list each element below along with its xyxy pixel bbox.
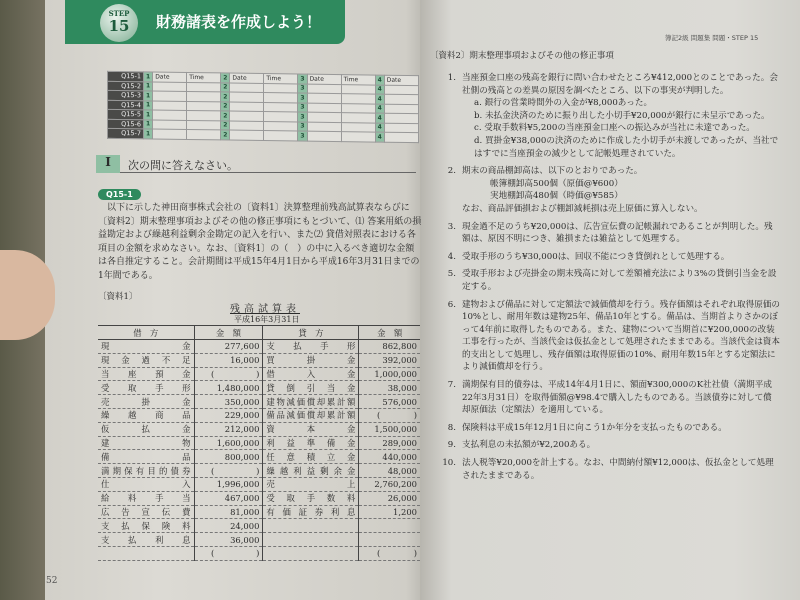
time-cell[interactable] bbox=[341, 84, 375, 94]
time-cell[interactable] bbox=[341, 113, 375, 123]
credit-account: 建物減価償却累計額 bbox=[263, 395, 359, 409]
tracker-round: 3 bbox=[298, 112, 307, 122]
credit-amount bbox=[359, 519, 420, 533]
date-cell[interactable] bbox=[153, 110, 187, 120]
debit-amount: ( ) bbox=[194, 367, 263, 381]
debit-amount: 36,000 bbox=[194, 533, 263, 547]
debit-account: 売掛金 bbox=[98, 395, 194, 409]
item-number: 10. bbox=[442, 458, 456, 469]
adjustment-item bbox=[440, 457, 780, 482]
tracker-question: Q15-6 bbox=[108, 119, 144, 129]
trial-balance-row bbox=[98, 477, 420, 491]
item-number: 2. bbox=[447, 166, 456, 177]
time-cell[interactable] bbox=[264, 112, 298, 122]
tracker-round: 2 bbox=[221, 101, 230, 111]
tracker-round: 4 bbox=[375, 113, 384, 123]
debit-amount: 1,996,000 bbox=[194, 477, 263, 491]
tracker-round: 3 bbox=[298, 121, 307, 131]
tracker-round: 2 bbox=[221, 73, 230, 83]
debit-amount: ( ) bbox=[194, 464, 263, 478]
date-cell[interactable] bbox=[153, 129, 187, 139]
time-cell[interactable] bbox=[187, 129, 221, 139]
adjustment-item bbox=[440, 268, 780, 293]
tracker-round: 1 bbox=[144, 81, 153, 91]
tracker-question: Q15-7 bbox=[108, 128, 144, 138]
debit-account: 繰越商品 bbox=[98, 408, 194, 422]
date-cell[interactable] bbox=[384, 94, 418, 104]
item-text: 当座預金口座の残高を銀行に問い合わせたところ¥412,000とのことであった。会社側の残高との差異の原因を調べたところ、以下の事実が判明した。 bbox=[462, 73, 778, 96]
item-subpoint: 実地棚卸高480個（時価@¥585） bbox=[490, 191, 623, 202]
adjustment-item bbox=[440, 251, 780, 264]
debit-amount: 212,000 bbox=[194, 422, 263, 436]
item-text: 建物および備品に対して定額法で減価償却を行う。残存価額はそれぞれ取得原価の10%とし、耐用年数は建物25年、備品10年とする。備品は、当期首よりさかのぼって4年前に取得したものである。また、建物について当期首に¥200,000の改装工事を行ったが、当該代金は仮払金として処理されたままである。当該代金は資本的支出として処理し、残存価額は取得原価の10%、耐用年数15年とする定額法により減価償却を行う。 bbox=[462, 299, 780, 373]
trial-balance-table bbox=[98, 325, 420, 561]
trial-balance-row bbox=[98, 436, 420, 450]
debit-amount: 1,480,000 bbox=[194, 381, 263, 395]
trial-balance-date: 平成16年3月31日 bbox=[234, 315, 300, 324]
item-text: 期末の商品棚卸高は、以下のとおりであった。 bbox=[462, 166, 643, 177]
tracker-round: 4 bbox=[375, 123, 384, 133]
header-credit: 貸 方 bbox=[263, 326, 359, 340]
time-cell[interactable]: Time bbox=[264, 74, 298, 84]
item-number: 5. bbox=[447, 269, 456, 280]
trial-balance-row bbox=[98, 464, 420, 478]
section-title: 次の問に答えなさい。 bbox=[128, 159, 238, 172]
item-subpoint: b. 未払金決済のために振り出した小切手¥20,000が銀行に未呈示であった。 bbox=[474, 110, 770, 121]
debit-amount: 467,000 bbox=[194, 491, 263, 505]
credit-amount: 1,000,000 bbox=[359, 367, 420, 381]
tracker-round: 4 bbox=[375, 85, 384, 95]
debit-account: 満期保有目的債券 bbox=[98, 464, 194, 478]
credit-account: 買掛金 bbox=[263, 353, 359, 367]
date-cell[interactable]: Date bbox=[384, 75, 418, 85]
trial-balance-row bbox=[98, 408, 420, 422]
date-cell[interactable] bbox=[153, 100, 187, 110]
tracker-round: 3 bbox=[298, 83, 307, 93]
date-cell[interactable] bbox=[384, 132, 418, 142]
item-text: 保険料は平成15年12月1日に向こう1か年分を支払ったものである。 bbox=[462, 422, 727, 433]
running-head: 簿記2級 問題集 問題・STEP 15 bbox=[665, 34, 759, 42]
header-amount: 金 額 bbox=[194, 326, 263, 340]
time-cell[interactable] bbox=[341, 132, 375, 142]
item-text: 受取手形および売掛金の期末残高に対して差額補充法により3%の貸倒引当金を設定する。 bbox=[462, 269, 777, 292]
trial-balance-row bbox=[98, 533, 420, 547]
time-cell[interactable] bbox=[264, 102, 298, 112]
tracker-round: 1 bbox=[144, 119, 153, 129]
date-cell[interactable] bbox=[153, 81, 187, 91]
item-number: 1. bbox=[447, 73, 456, 83]
credit-amount: 576,000 bbox=[359, 395, 420, 409]
progress-tracker bbox=[107, 71, 419, 143]
credit-account: 任意積立金 bbox=[263, 450, 359, 464]
trial-balance-row bbox=[98, 340, 420, 354]
adjustment-items bbox=[440, 72, 780, 487]
time-cell[interactable]: Time bbox=[341, 75, 375, 85]
debit-amount: 81,000 bbox=[194, 505, 263, 519]
time-cell[interactable] bbox=[264, 93, 298, 103]
debit-account: 支払保険料 bbox=[98, 519, 194, 533]
tracker-question: Q15-2 bbox=[108, 81, 144, 91]
tracker-question: Q15-1 bbox=[108, 71, 144, 81]
step-number: 15 bbox=[108, 17, 130, 35]
debit-account: 広告宣伝費 bbox=[98, 505, 194, 519]
debit-amount: 800,000 bbox=[194, 450, 263, 464]
step-badge bbox=[100, 4, 138, 42]
credit-account: 支払手形 bbox=[263, 340, 359, 354]
credit-amount bbox=[359, 533, 420, 547]
credit-amount: 26,000 bbox=[359, 491, 420, 505]
time-cell[interactable] bbox=[341, 103, 375, 113]
tracker-round: 1 bbox=[144, 110, 153, 120]
time-cell[interactable] bbox=[187, 91, 221, 101]
trial-balance-row bbox=[98, 491, 420, 505]
section-number: I bbox=[96, 155, 120, 173]
tracker-round: 3 bbox=[298, 102, 307, 112]
header-amount: 金 額 bbox=[359, 326, 420, 340]
time-cell[interactable] bbox=[187, 82, 221, 92]
date-cell[interactable] bbox=[230, 111, 264, 121]
credit-account: 貸倒引当金 bbox=[263, 381, 359, 395]
trial-balance-row bbox=[98, 353, 420, 367]
date-cell[interactable] bbox=[230, 130, 264, 140]
time-cell[interactable] bbox=[341, 122, 375, 132]
tracker-round: 1 bbox=[144, 91, 153, 101]
tracker-round: 2 bbox=[221, 82, 230, 92]
section-heading bbox=[96, 155, 416, 173]
adjustment-item bbox=[440, 379, 780, 417]
date-cell[interactable] bbox=[307, 84, 341, 94]
credit-amount: 289,000 bbox=[359, 436, 420, 450]
item-text: 支払利息の未払額が¥2,200ある。 bbox=[462, 440, 596, 451]
credit-account: 有価証券利息 bbox=[263, 505, 359, 519]
debit-account: 仕入 bbox=[98, 477, 194, 491]
credit-account: 売上 bbox=[263, 477, 359, 491]
credit-account bbox=[263, 546, 359, 560]
debit-amount: 1,600,000 bbox=[194, 436, 263, 450]
tracker-round: 2 bbox=[221, 92, 230, 102]
date-cell[interactable] bbox=[230, 92, 264, 102]
tracker-round: 4 bbox=[375, 75, 384, 85]
time-cell[interactable] bbox=[264, 83, 298, 93]
date-cell[interactable] bbox=[384, 113, 418, 123]
tracker-round: 2 bbox=[221, 130, 230, 140]
debit-account: 給料手当 bbox=[98, 491, 194, 505]
date-cell[interactable] bbox=[153, 91, 187, 101]
debit-account: 建物 bbox=[98, 436, 194, 450]
date-cell[interactable]: Date bbox=[153, 72, 187, 82]
credit-amount: 862,800 bbox=[359, 340, 420, 354]
time-cell[interactable]: Time bbox=[187, 72, 221, 82]
tracker-round: 2 bbox=[221, 120, 230, 130]
tracker-round: 4 bbox=[375, 132, 384, 142]
adjustment-item bbox=[440, 165, 780, 215]
tracker-round: 3 bbox=[298, 93, 307, 103]
question-badge: Q15-1 bbox=[98, 189, 141, 200]
item-number: 3. bbox=[447, 221, 456, 232]
step-label: STEP bbox=[108, 9, 130, 18]
credit-amount: 38,000 bbox=[359, 381, 420, 395]
credit-account bbox=[263, 533, 359, 547]
debit-account bbox=[98, 546, 194, 560]
time-cell[interactable] bbox=[187, 101, 221, 111]
credit-account: 受取手数料 bbox=[263, 491, 359, 505]
time-cell[interactable] bbox=[264, 131, 298, 141]
item-number: 6. bbox=[447, 299, 456, 310]
debit-account: 現金過不足 bbox=[98, 353, 194, 367]
trial-balance-row bbox=[98, 450, 420, 464]
debit-amount: 350,000 bbox=[194, 395, 263, 409]
trial-balance-row bbox=[98, 367, 420, 381]
date-cell[interactable] bbox=[307, 131, 341, 141]
tracker-round: 3 bbox=[298, 74, 307, 84]
item-subpoint: c. 受取手数料¥5,200の当座預金口座への振込みが当社に未達であった。 bbox=[474, 123, 755, 134]
credit-amount: 440,000 bbox=[359, 450, 420, 464]
item-text: 法人税等¥20,000を計上する。なお、中間納付額¥12,000は、仮払金として処理されたままである。 bbox=[462, 458, 774, 481]
item-text: 現金過不足のうち¥20,000は、広告宣伝費の記帳漏れであることが判明した。残額は、原因不明につき、雑損または雑益として処理する。 bbox=[462, 221, 773, 245]
credit-amount: 392,000 bbox=[359, 353, 420, 367]
trial-balance-title: 残高試算表 bbox=[230, 304, 300, 315]
tracker-round: 1 bbox=[144, 100, 153, 110]
material1-label: 〔資料1〕 bbox=[98, 292, 138, 302]
question-text: 以下に示した神田商事株式会社の〔資料1〕決算整理前残高試算表ならびに〔資料2〕期末整理事項およびその他の修正事項にもとづいて、⑴ 答案用紙の損益勘定および繰越利益剰余金勘定の記入を行い、また⑵ 貸借対照表における各項目の金額を求めなさい。なお、〔資料1〕の（ ）の中に入るべき適切な金額は各自推定すること。会計期間は平成15年4月1日から平成16年3月31日までの1年間である。 bbox=[98, 203, 422, 281]
tracker-question: Q15-3 bbox=[108, 90, 144, 100]
adjustment-item bbox=[440, 221, 780, 246]
time-cell[interactable] bbox=[187, 120, 221, 130]
date-cell[interactable] bbox=[384, 85, 418, 95]
item-text: 受取手形のうち¥30,000は、回収不能につき貸倒れとして処理する。 bbox=[462, 251, 730, 262]
debit-account: 支払利息 bbox=[98, 533, 194, 547]
date-cell[interactable] bbox=[307, 122, 341, 132]
item-number: 9. bbox=[447, 440, 456, 451]
credit-account bbox=[263, 519, 359, 533]
item-subpoint: d. 買掛金¥38,000の決済のために作成した小切手が未渡しであったが、当社ではすでに当座預金の減少として記帳処理されていた。 bbox=[474, 135, 779, 159]
date-cell[interactable]: Date bbox=[307, 74, 341, 84]
tracker-round: 2 bbox=[221, 111, 230, 121]
debit-amount: ( ) bbox=[194, 546, 263, 560]
date-cell[interactable]: Date bbox=[230, 73, 264, 83]
adjustment-item bbox=[440, 299, 780, 375]
tracker-question: Q15-5 bbox=[108, 109, 144, 119]
credit-amount: ( ) bbox=[359, 408, 420, 422]
tracker-round: 1 bbox=[144, 129, 153, 139]
trial-balance-row bbox=[98, 422, 420, 436]
trial-balance-row bbox=[98, 519, 420, 533]
debit-amount: 24,000 bbox=[194, 519, 263, 533]
debit-account: 仮払金 bbox=[98, 422, 194, 436]
debit-account: 当座預金 bbox=[98, 367, 194, 381]
date-cell[interactable] bbox=[384, 104, 418, 114]
date-cell[interactable] bbox=[307, 93, 341, 103]
item-number: 4. bbox=[447, 251, 456, 262]
credit-account: 繰越利益剰余金 bbox=[263, 464, 359, 478]
date-cell[interactable] bbox=[307, 112, 341, 122]
date-cell[interactable] bbox=[230, 83, 264, 93]
credit-account: 資本金 bbox=[263, 422, 359, 436]
item-subpoint: a. 銀行の営業時間外の入金が¥8,000あった。 bbox=[474, 98, 653, 109]
date-cell[interactable] bbox=[230, 102, 264, 112]
trial-balance-row bbox=[98, 381, 420, 395]
adjustment-item bbox=[440, 439, 780, 452]
credit-account: 利益準備金 bbox=[263, 436, 359, 450]
debit-account: 備品 bbox=[98, 450, 194, 464]
debit-account: 現金 bbox=[98, 340, 194, 354]
credit-amount: 1,200 bbox=[359, 505, 420, 519]
debit-amount: 277,600 bbox=[194, 340, 263, 354]
tracker-round: 1 bbox=[144, 72, 153, 82]
debit-amount: 229,000 bbox=[194, 408, 263, 422]
trial-balance-row bbox=[98, 395, 420, 409]
credit-account: 借入金 bbox=[263, 367, 359, 381]
item-subpoint: 帳簿棚卸高500個（原価@¥600） bbox=[490, 178, 623, 189]
credit-account: 備品減価償却累計額 bbox=[263, 408, 359, 422]
date-cell[interactable] bbox=[384, 123, 418, 133]
item-text: 満期保有目的債券は、平成14年4月1日に、額面¥300,000のK社社債（満期平成22年3月31日）を取得価額@¥98.4で購入したものである。当該債券に対して償却原価法（定額法）を適用している。 bbox=[462, 380, 772, 416]
item-note: なお、商品評価損および棚卸減耗損は売上原価に算入しない。 bbox=[462, 203, 703, 214]
credit-amount: 2,760,200 bbox=[359, 477, 420, 491]
tracker-question: Q15-4 bbox=[108, 100, 144, 110]
credit-amount: ( ) bbox=[359, 546, 420, 560]
time-cell[interactable] bbox=[341, 94, 375, 104]
credit-amount: 1,500,000 bbox=[359, 422, 420, 436]
tracker-round: 3 bbox=[298, 131, 307, 141]
material2-label: 〔資料2〕期末整理事項およびその他の修正事項 bbox=[430, 51, 614, 61]
date-cell[interactable] bbox=[230, 121, 264, 131]
header-debit: 借 方 bbox=[98, 326, 194, 340]
date-cell[interactable] bbox=[153, 119, 187, 129]
tracker-round: 4 bbox=[375, 94, 384, 104]
credit-amount: 48,000 bbox=[359, 464, 420, 478]
tracker-round: 4 bbox=[375, 104, 384, 114]
item-number: 7. bbox=[447, 380, 456, 391]
item-number: 8. bbox=[447, 422, 456, 433]
page-number: 52 bbox=[46, 576, 58, 586]
adjustment-item bbox=[440, 422, 780, 435]
debit-account: 受取手形 bbox=[98, 381, 194, 395]
time-cell[interactable] bbox=[187, 110, 221, 120]
trial-balance-row bbox=[98, 546, 420, 560]
trial-balance-row bbox=[98, 505, 420, 519]
debit-amount: 16,000 bbox=[194, 353, 263, 367]
step-title: 財務諸表を作成しよう！ bbox=[156, 13, 322, 31]
time-cell[interactable] bbox=[264, 121, 298, 131]
date-cell[interactable] bbox=[307, 103, 341, 113]
adjustment-item bbox=[440, 72, 780, 160]
